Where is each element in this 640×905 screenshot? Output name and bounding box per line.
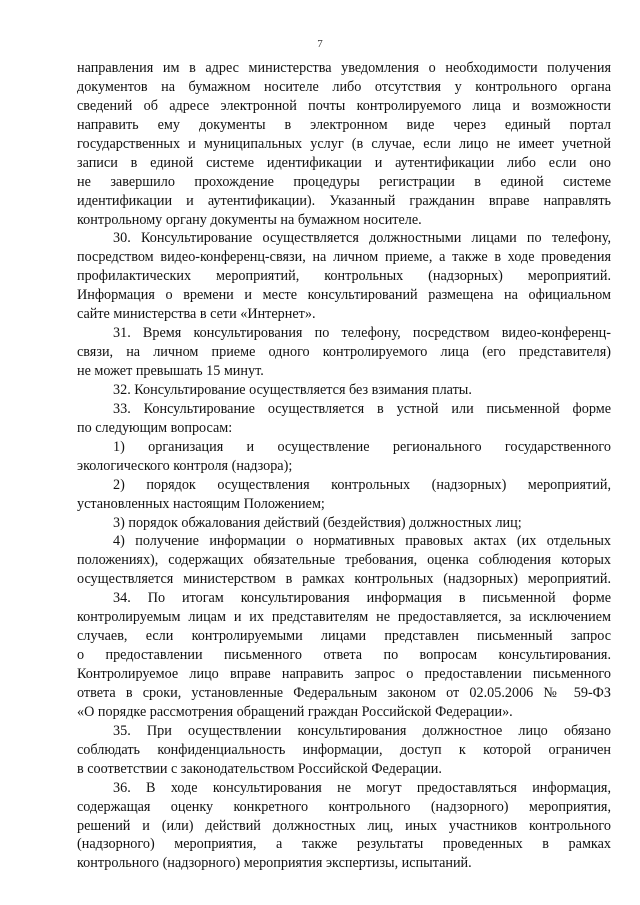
text-line: связи, на личном приеме одного контролируемого лица (его представителя) <box>77 344 611 361</box>
text-line: по следующим вопросам: <box>77 419 233 436</box>
text-line: о предоставлении письменного ответа по вопросам консультирования. <box>77 647 611 664</box>
text-line: осуществляется министерством в рамках контрольных (надзорных) мероприятий. <box>77 571 611 588</box>
text-line: случаев, если контролируемыми лицами представлен письменный запрос <box>77 628 611 645</box>
document-body <box>77 59 611 873</box>
text-line: контрольному органу документы на бумажном носителе. <box>77 211 422 228</box>
text-line: 33. Консультирование осуществляется в устной или письменной форме <box>113 400 611 417</box>
text-line: контролируемым лицам и их представителям не предоставляется, за исключением <box>77 609 611 626</box>
text-line: 32. Консультирование осуществляется без взимания платы. <box>113 381 472 398</box>
text-line: записи в единой системе идентификации и аутентификации либо если оно <box>77 154 611 171</box>
text-line: содержащая оценку конкретного контрольного (надзорного) мероприятия, <box>77 798 611 815</box>
text-line: установленных настоящим Положением; <box>77 495 325 512</box>
text-line: 34. По итогам консультирования информация в письменной форме <box>113 590 611 607</box>
text-line: 2) порядок осуществления контрольных (надзорных) мероприятий, <box>113 476 611 493</box>
text-line: государственных и муниципальных услуг (в случае, если лицо не имеет учетной <box>77 135 611 152</box>
text-line: контрольного (надзорного) мероприятия экспертизы, испытаний. <box>77 855 472 872</box>
text-line: экологического контроля (надзора); <box>77 457 293 474</box>
text-line: идентификации и аутентификации). Указанный гражданин вправе направлять <box>77 192 611 209</box>
text-line: соблюдать конфиденциальность информации, доступ к которой ограничен <box>77 741 611 758</box>
text-line: направить ему документы в электронном виде через единый портал <box>77 116 611 133</box>
text-line: посредством видео-конференц-связи, на личном приеме, а также в ходе проведения <box>77 249 611 266</box>
text-line: 4) получение информации о нормативных правовых актах (их отдельных <box>113 533 611 550</box>
text-line: решений и (или) действий должностных лиц, иных участников контрольного <box>77 817 611 834</box>
text-line: 30. Консультирование осуществляется должностными лицами по телефону, <box>113 230 611 247</box>
text-line: не может превышать 15 минут. <box>77 363 264 379</box>
text-line: Информация о времени и месте консультирований размещена на официальном <box>77 287 611 304</box>
text-line: в соответствии с законодательством Российской Федерации. <box>77 760 442 777</box>
text-line: 1) организация и осуществление регионального государственного <box>113 438 611 455</box>
text-line: сайте министерства в сети «Интернет». <box>77 306 316 323</box>
text-line: 36. В ходе консультирования не могут предоставляться информация, <box>113 779 611 796</box>
text-line: не завершило прохождение процедуры регистрации в единой системе <box>77 173 611 190</box>
page-number: 7 <box>317 38 323 50</box>
text-line: Контролируемое лицо вправе направить запрос о предоставлении письменного <box>77 666 611 682</box>
text-line: 3) порядок обжалования действий (бездействия) должностных лиц; <box>113 514 522 531</box>
text-line: профилактических мероприятий, контрольных (надзорных) мероприятий. <box>77 268 611 285</box>
text-line: 31. Время консультирования по телефону, посредством видео-конференц- <box>113 325 611 342</box>
text-line: (надзорного) мероприятия, а также результаты проведенных в рамках <box>77 836 611 853</box>
text-line: документов на бумажном носителе либо отсутствия у контрольного органа <box>77 78 611 95</box>
text-line: направления им в адрес министерства уведомления о необходимости получения <box>77 60 611 76</box>
text-line: положениях), содержащих обязательные требования, оценка соблюдения которых <box>77 552 611 569</box>
text-line: сведений об адресе электронной почты контролируемого лица и возможности <box>77 97 611 114</box>
text-line: 35. При осуществлении консультирования должностное лицо обязано <box>113 722 611 739</box>
text-line: ответа в сроки, установленные Федеральным законом от 02.05.2006 № 59-ФЗ <box>77 684 611 701</box>
text-line: «О порядке рассмотрения обращений граждан Российской Федерации». <box>77 703 513 720</box>
